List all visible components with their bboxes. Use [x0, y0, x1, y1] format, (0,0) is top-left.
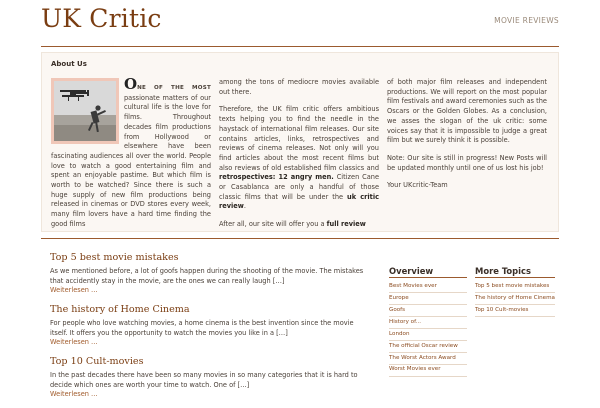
about-col2-para-2 [219, 105, 379, 212]
about-col3-signature: Your UKcritic-Team [387, 181, 448, 190]
dropcap-letter: O [124, 75, 138, 93]
biplane-photo [51, 78, 119, 144]
overview-widget [389, 266, 467, 377]
post-item [50, 356, 370, 398]
post-item [50, 252, 370, 294]
more-topics-widget [475, 266, 555, 317]
section-divider [41, 238, 559, 239]
overview-item[interactable]: Best Movies ever [389, 281, 467, 293]
overview-item[interactable]: London [389, 329, 467, 341]
more-topics-item[interactable]: The history of Home Cinema [475, 293, 555, 305]
overview-item[interactable]: The official Oscar review [389, 341, 467, 353]
about-column-2 [219, 78, 379, 238]
post-title-link[interactable]: Top 5 best movie mistakes [50, 252, 179, 263]
about-column-1 [51, 75, 211, 230]
overview-item[interactable]: The Worst Actors Award [389, 353, 467, 365]
uk-critic-review-link[interactable]: uk critic review [219, 192, 379, 211]
overview-item[interactable]: Goofs [389, 305, 467, 317]
overview-item[interactable]: History of... [389, 317, 467, 329]
post-excerpt: As we mentioned before, a lot of goofs happen during the shooting of the movie. The mistakes that accidently stay in the movie, are the ones we can really laugh […] [50, 267, 364, 285]
about-col2-text-d: After all, our site will offer you a [219, 220, 327, 229]
about-col2-text-b: Citizen Cane or Casablanca are only a handful of those classic films that will be under the [219, 173, 380, 201]
overview-list [389, 281, 467, 377]
overview-item[interactable]: Europe [389, 293, 467, 305]
full-review-link[interactable]: full review [326, 220, 366, 229]
header-divider [41, 46, 559, 47]
post-title-link[interactable]: Top 10 Cult-movies [50, 356, 144, 367]
lead-smallcaps: NE OF THE MOST [137, 85, 211, 91]
about-col2-text-a: Therefore, the UK film critic offers ambitious texts helping you to find the needle in the haystack of international film releases. Our site contains articles, links, retrospectives and reviews of cinema releases. Not only will you find articles about the most recent films but also reviews of old established film classics and [219, 105, 379, 172]
retrospectives-link[interactable]: retrospectives: 12 angry men. [219, 173, 334, 182]
site-title[interactable]: UK Critic [41, 4, 162, 33]
about-col2-para-3 [219, 220, 379, 230]
more-topics-list [475, 281, 555, 317]
about-col2-text-c: . [243, 202, 246, 211]
north-by-northwest-image-icon [54, 81, 116, 141]
more-topics-title: More Topics [475, 266, 555, 278]
post-item [50, 304, 370, 346]
about-column-3 [387, 78, 547, 199]
post-excerpt: For people who love watching movies, a home cinema is the best invention since the movie itself. It offers you the opportunity to watch the movies you like in a […] [50, 319, 354, 337]
about-us-heading: About Us [51, 60, 87, 68]
overview-item[interactable]: Worst Movies ever [389, 365, 467, 377]
nav-link-movie-reviews[interactable]: MOVIE REVIEWS [494, 16, 559, 25]
read-more-link[interactable]: Weiterlesen … [50, 338, 98, 346]
more-topics-item[interactable]: Top 10 Cult-movies [475, 305, 555, 317]
about-col3-para-1: of both major film releases and independent productions. We will report on the most popular film festivals and award ceremonies such as the Oscars or the Golden Globes. As a conclusion, we asses the slogan of the uk critic: some voices say that it is impossible to judge a great film but we surely think it is possible. [387, 78, 547, 145]
read-more-link[interactable]: Weiterlesen … [50, 390, 98, 398]
more-topics-item[interactable]: Top 5 best movie mistakes [475, 281, 555, 293]
overview-title: Overview [389, 266, 467, 278]
read-more-link[interactable]: Weiterlesen … [50, 286, 98, 294]
post-list [50, 252, 370, 408]
about-us-section [41, 52, 559, 232]
post-title-link[interactable]: The history of Home Cinema [50, 304, 190, 315]
about-col3-para-2: Note: Our site is still in progress! New Posts will be updated monthly until one of us lost his job! [387, 153, 547, 172]
post-excerpt: In the past decades there have been so many movies in so many categories that it is hard to decide which ones are worth your time to watch. One of […] [50, 371, 358, 389]
about-col1-text: passionate matters of our cultural life is the love for films. Throughout decades film productions from Hollywood or elsewhere have been fascinating audiences all over the world. People love to watch a good entertaining film and spent an enjoyable pastime. But which film is worth to be watched? Since there is such a huge supply of new film productions being released in cinemas or DVD stores every week, many film lovers have a hard time finding the good films [51, 93, 211, 228]
about-col2-para-1: among the tons of mediocre movies available out there. [219, 78, 379, 96]
